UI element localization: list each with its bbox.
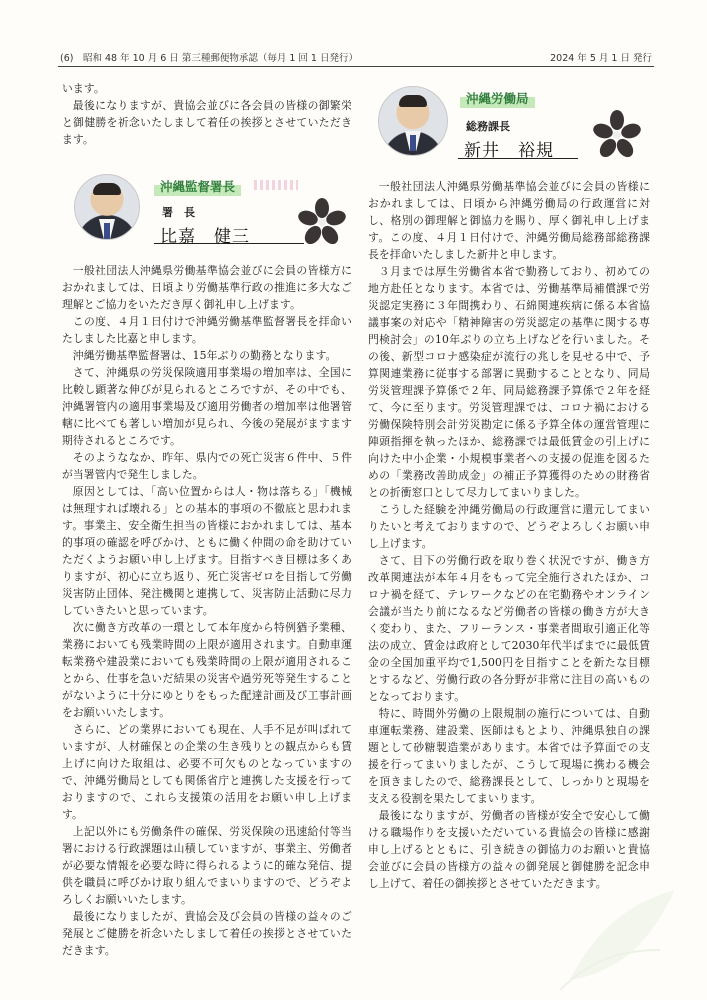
body-paragraph: 一般社団法人沖縄県労働基準協会並びに会員の皆様におかれましては、日頃から沖縄労働局の行政運営に対し、格別の御理解と御協力を賜り、厚く御礼申し上げます。この度、４月１日付けで、沖縄労働局総務部総務課長を拝命いたしました新井と申します。 [368,180,650,261]
body-paragraph: 特に、時間外労働の上限規制の施行については、自動車運転業務、建設業、医師はもとより、沖縄県独自の課題として砂糖製造業があります。本省では予算面での支援を行ってまいりましたが、こうして現場に携わる機会を頂きましたので、総務課長として、しっかりと現場を支える役割を果たしてまいります。 [368,707,650,805]
body-paragraph: 最後になりましたが、貴協会及び会員の皆様の益々のご発展とご健勝を祈念いたしまして着任の挨拶とさせていただきます。 [62,910,352,957]
person-name: 比嘉 健三 [160,227,250,247]
profile-left [62,170,352,250]
position-title: 署 長 [162,206,195,219]
body-paragraph: 最後になりますが、貴協会並びに各会員の皆様の御繁栄と御健勝を祈念いたしまして着任の挨拶とさせていただきます。 [62,99,352,146]
header-rule [58,66,654,67]
left-column-body [62,262,352,959]
org-title: 沖縄監督署長 [154,176,241,196]
body-paragraph: 沖縄労働基準監督署は、15年ぶりの勤務となります。 [72,349,337,362]
publish-date: 2024 年 5 月 1 日 発行 [550,53,652,64]
petal-stripe-decoration [254,180,298,190]
org-title: 沖縄労働局 [460,88,535,108]
portrait-photo-icon [378,86,448,156]
body-paragraph: 次に働き方改革の一環として本年度から特例猶予業種、業務においても残業時間の上限が適用されます。自動車運転業務や建設業においても残業時間の上限が適用されることから、仕事を急いだ結果の災害や過労死等発生することがないように十分にゆとりをもった配達計画及び工事計画をお願いいたします。 [62,621,352,719]
body-paragraph: 一般社団法人沖縄県労働基準協会並びに会員の皆様方におかれましては、日頃より労働基準行政の推進に多大なご理解とご協力をいただき厚く御礼申し上げます。 [62,264,352,311]
body-paragraph: 最後になりますが、労働者の皆様が安全で安心して働ける職場作りを支援いただいている貴協会の皆様に感謝申し上げるとともに、引き続きの御協力のお願いと貴協会並びに会員の皆様方の益々の御発展と御健勝を記念申し上げて、着任の御挨拶とさせていただきます。 [368,809,650,890]
person-name: 新井 裕規 [464,141,554,161]
sakura-icon [592,110,642,158]
portrait-photo-icon [74,174,140,240]
profile-right [368,80,648,166]
issue-info: (6) 昭和 48 年 10 月 6 日 第三種郵便物承認（毎月 1 回 1 日発行） [60,53,358,64]
leaf-background-decoration [560,880,680,990]
body-paragraph: さて、目下の労働行政を取り巻く状況ですが、働き方改革関連法が本年４月をもって完全施行されたほか、コロナ禍を経て、テレワークなどの在宅勤務やオンライン会議が当たり前になるなど労働者の皆様の働き方が大きく変わり、また、フリーランス・事業者間取引適正化等法の成立、賃金は政府として2030年代半ばまでに最低賃金の全国加重平均で1,500円を目指すことを新たな目標とするなど、労働行政の各分野が非常に注目の高いものとなっております。 [368,554,650,703]
body-paragraph: 原因としては、「高い位置からは人・物は落ちる」「機械は無理すれば壊れる」との基本的事項の不徹底と思われます。事業主、安全衛生担当の皆様におかれましては、基本的事項の確認を呼びかけ、ともに働く仲間の命を助けていただくようお願い申し上げます。目指すべき目標は多くありますが、初心に立ち返り、死亡災害ゼロを目指して労働災害防止団体、発注機関と連携して、災害防止活動に尽力していきたいと思っています。 [62,485,352,617]
body-paragraph: この度、４月１日付けで沖縄労働基準監督署長を拝命いたしました比嘉と申します。 [62,315,352,345]
page-header [60,50,652,66]
left-column-top [62,80,352,148]
body-paragraph: 上記以外にも労働条件の確保、労災保険の迅速給付等当署における行政課題は山積していますが、事業主、労働者が必要な情報を必要な時に得られるように的確な発信、提供を職員に呼びかけ取り組んでまいりますので、どうぞよろしくお願いいたします。 [62,825,352,906]
name-underline [458,158,578,159]
position-title: 総務課長 [466,120,510,133]
body-paragraph: さて、沖縄県の労災保険適用事業場の増加率は、全国に比較し顕著な伸びが見られるところですが、その中でも、沖縄署管内の適用事業場及び適用労働者の増加率は他署管轄に比べても著しい増加が見られ、今後の発展がますます期待されるところです。 [62,366,352,447]
sakura-icon [298,198,346,244]
body-paragraph: こうした経験を沖縄労働局の行政運営に還元してまいりたいと考えておりますので、どうぞよろしくお願い申し上げます。 [368,503,650,550]
body-paragraph: さらに、どの業界においても現在、人手不足が叫ばれていますが、人材確保との企業の生き残りとの観点からも賃上げに向けた取組は、必要不可欠ものとなっていますので、沖縄労働局としても関係省庁と連携した支援を行っておりますので、これら支援策の活用をお願い申し上げます。 [62,723,352,821]
right-column-body [368,178,650,892]
body-paragraph: います。 [62,82,105,95]
body-paragraph: ３月までは厚生労働省本省で勤務しており、初めての地方赴任となります。本省では、労働基準局補償課で労災認定実務に３年間携わり、石綿関連疾病に係る本省協議事案の対応や「精神障害の労災認定の基準に関する専門検討会」の10年ぶりの立ち上げなどを行いました。その後、新型コロナ感染症が流行の兆しを見せる中で、予算関連業務に従事する部署に異動することとなり、同局労災管理課予算係で２年、同局総務課予算係で２年を経て、今に至ります。労災管理課では、コロナ禍における労働保険特別会計労災勘定に係る予算全体の運営管理に陣頭指揮を執ったほか、総務課では最低賃金の引上げに向けた中小企業・小規模事業者への支援の促進を図るための「業務改善助成金」の補正予算獲得のための財務省との折衝窓口として尽力してまいりました。 [368,265,650,499]
name-underline [154,243,304,244]
body-paragraph: そのようななか、昨年、県内での死亡災害６件中、５件が当署管内で発生しました。 [62,451,352,481]
